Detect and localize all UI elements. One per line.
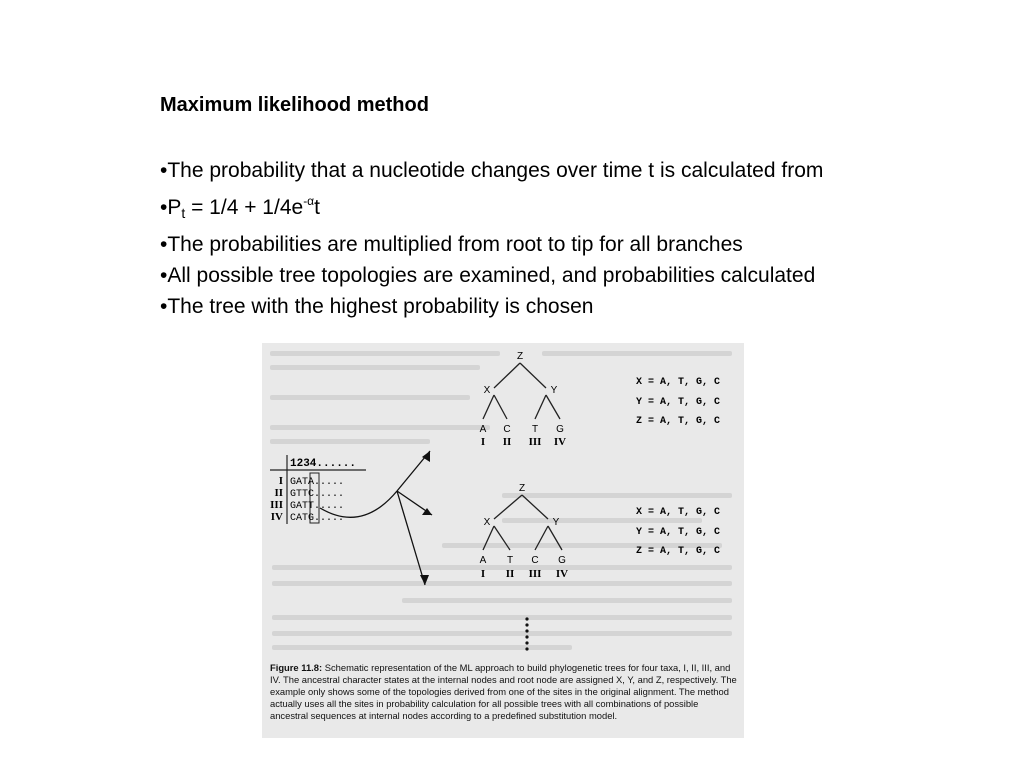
formula-exponent: -α	[303, 194, 315, 208]
tree1-tip-state: C	[503, 424, 511, 435]
tree2-tip-state: C	[531, 555, 539, 566]
slide-title: Maximum likelihood method	[160, 94, 429, 116]
formula-subscript: t	[181, 205, 186, 221]
alignment-header: 1234......	[290, 458, 357, 470]
formula-end: t	[314, 196, 320, 219]
tree2-assignment: Z = A, T, G, C	[636, 546, 721, 557]
bullet-item-formula	[160, 186, 823, 229]
tree1-taxon: III	[528, 436, 542, 448]
bullet-item: •The probabilities are multiplied from root to tip for all branches	[160, 233, 743, 256]
alignment-row-label: IV	[270, 511, 283, 523]
tree2-node-y: Y	[552, 517, 560, 528]
tree2-root-label: Z	[518, 483, 526, 494]
bullet-item: •All possible tree topologies are examined, and probabilities calculated	[160, 264, 816, 287]
tree1-tip-state: A	[479, 424, 487, 435]
figure-scan	[262, 343, 744, 738]
caption-label: Figure 11.8:	[270, 662, 323, 673]
tree-topology-1	[480, 351, 720, 448]
alignment-row-label: III	[270, 499, 283, 511]
tree1-taxon: IV	[553, 436, 567, 448]
bullet-item: •The tree with the highest probability is chosen	[160, 295, 594, 318]
arrowhead-icon	[422, 451, 430, 462]
tree1-taxon: II	[502, 436, 512, 448]
alignment-row-label: I	[278, 475, 283, 487]
arrow-line	[397, 491, 425, 585]
tree2-taxon: II	[505, 568, 515, 580]
tree2-assignment: Y = A, T, G, C	[636, 527, 721, 538]
tree1-tip-state: G	[556, 424, 564, 435]
tree1-assignment: Y = A, T, G, C	[636, 397, 721, 408]
alignment-row-seq: CATG.....	[290, 513, 345, 524]
alignment-row-seq: GATT.....	[290, 501, 345, 512]
tree1-node-y: Y	[550, 385, 558, 396]
alignment-row-label: II	[274, 487, 283, 499]
tree2-assignment: X = A, T, G, C	[636, 507, 721, 518]
alignment-row-seq: GTTC.....	[290, 489, 345, 500]
tree2-taxon: III	[528, 568, 542, 580]
alignment-table	[270, 455, 366, 524]
formula-prefix: •P	[160, 196, 182, 219]
tree2-node-x: X	[483, 517, 491, 528]
bullet-list	[160, 155, 823, 322]
bullet-item: •The probability that a nucleotide changes over time t is calculated from	[160, 159, 824, 182]
tree2-tip-state: T	[506, 555, 514, 566]
formula-middle: = 1/4 + 1/4e	[185, 196, 304, 219]
caption-text: Schematic representation of the ML approach to build phylogenetic trees for four taxa, I, II, III, and IV. The ancestral character states at the internal nodes and root node are assigned X, Y, and Z, respectively. The example only shows some of the topologies derived from one of the sites in the original alignment. The method actually uses all the sites in probability calculation for all possible trees with all combinations of possible ancestral sequences at internal nodes according to a predefined substitution model.	[270, 662, 737, 721]
tree-topology-2	[480, 483, 720, 580]
tree1-assignment: X = A, T, G, C	[636, 377, 721, 388]
alignment-row-seq: GATA.....	[290, 477, 345, 488]
tree1-root-label: Z	[516, 351, 524, 362]
ellipsis-dots	[525, 617, 528, 650]
tree2-tip-state: G	[558, 555, 566, 566]
tree2-taxon: IV	[555, 568, 569, 580]
tree1-tip-state: T	[531, 424, 539, 435]
tree1-assignment: Z = A, T, G, C	[636, 416, 721, 427]
tree1-taxon: I	[480, 436, 486, 448]
arrowhead-icon	[420, 575, 429, 585]
figure-caption	[270, 662, 738, 722]
tree2-tip-state: A	[479, 555, 487, 566]
tree1-node-x: X	[483, 385, 491, 396]
tree2-taxon: I	[480, 568, 486, 580]
